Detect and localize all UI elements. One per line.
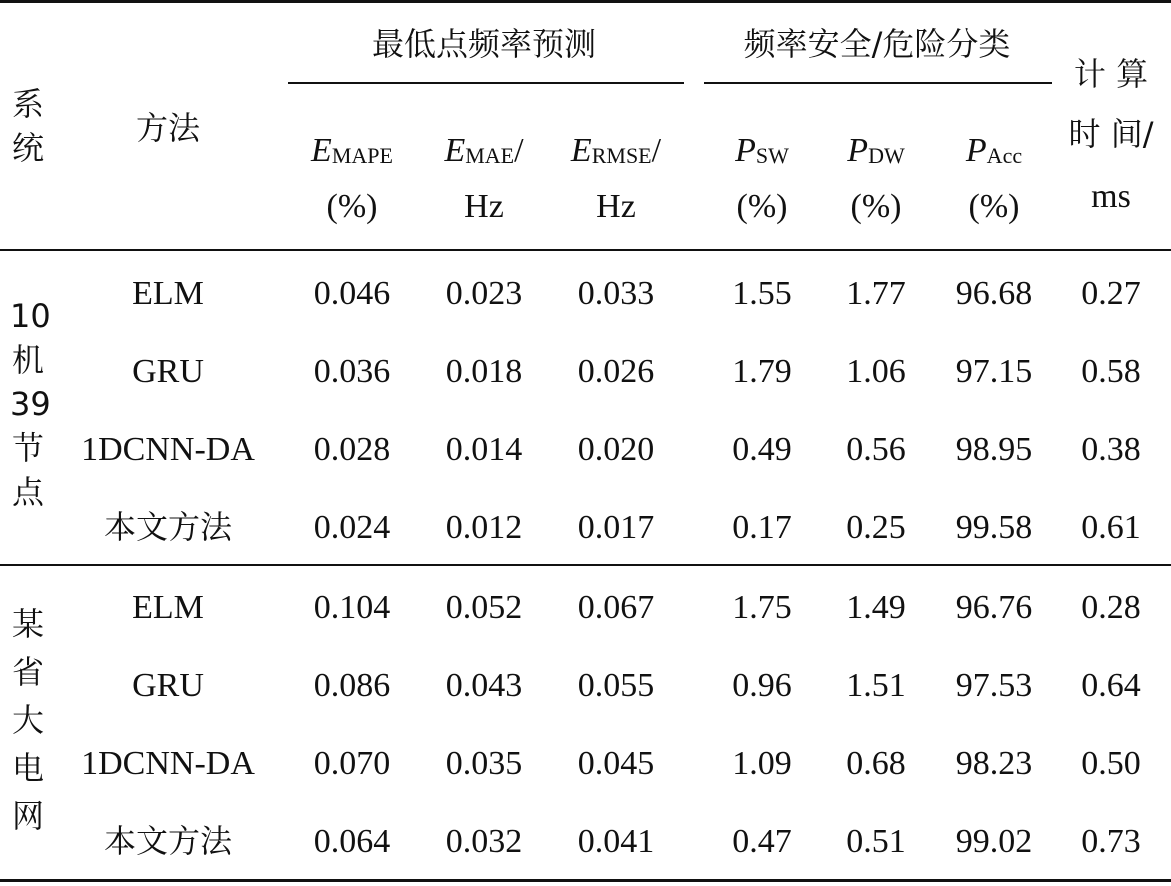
table-cell: 0.58 [1081,353,1141,390]
table-cell: 0.026 [577,353,655,390]
table-cell: 0.035 [445,745,523,782]
table-cell: 0.27 [1081,275,1141,312]
col-unit-sw: (%) [736,188,788,225]
system-label-0: 10 机 39 节 点 [10,297,51,511]
cls-group-header: 频率安全/危险分类 [743,25,1011,63]
col-unit-mae: Hz [464,188,504,225]
table-cell: 0.036 [313,353,391,390]
table-cell: 0.61 [1081,509,1141,546]
table-cell: 0.47 [732,823,792,860]
bottom-rule [0,879,1171,882]
table-cell: 0.032 [445,823,523,860]
table-cell: 0.070 [313,745,391,782]
method-cell: GRU [132,353,204,390]
table-cell: 1.55 [732,275,792,312]
table-cell: 99.02 [955,823,1033,860]
table-cell: 0.104 [313,589,391,626]
cls-group-rule [704,82,1052,84]
col-header-mae: $E_{MAE}/$ [444,132,524,169]
table-cell: 0.49 [732,431,792,468]
table-cell: 0.033 [577,275,655,312]
time-header-line1: 计 算 [1073,55,1149,93]
table-cell: 0.96 [732,667,792,704]
table-cell: 0.086 [313,667,391,704]
table-cell: 0.68 [846,745,906,782]
col-unit-acc: (%) [968,188,1020,225]
freq-group-header: 最低点频率预测 [371,25,597,63]
table-cell: 0.055 [577,667,655,704]
top-rule [0,0,1171,3]
col-unit-rmse: Hz [596,188,636,225]
col-unit-dw: (%) [850,188,902,225]
table-cell: 0.043 [445,667,523,704]
col-header-mape: $E_{MAPE}$ [311,132,393,169]
table-cell: 0.56 [846,431,906,468]
table-cell: 1.79 [732,353,792,390]
table-cell: 0.045 [577,745,655,782]
table-cell: 0.017 [577,509,655,546]
table-cell: 0.28 [1081,589,1141,626]
table-cell: 0.052 [445,589,523,626]
table-cell: 1.75 [732,589,792,626]
table-cell: 0.046 [313,275,391,312]
method-cell: ELM [132,589,204,626]
table-cell: 1.09 [732,745,792,782]
table-cell: 1.49 [846,589,906,626]
table-cell: 1.77 [846,275,906,312]
table-cell: 0.38 [1081,431,1141,468]
table-cell: 96.68 [955,275,1033,312]
table-cell: 96.76 [955,589,1033,626]
table-cell: 0.024 [313,509,391,546]
table-cell: 0.067 [577,589,655,626]
header-bottom-rule [0,249,1171,251]
method-cell: 1DCNN-DA [81,431,255,468]
col-header-sw: $P_{SW}$ [735,132,789,169]
table-cell: 99.58 [955,509,1033,546]
table-cell: 1.06 [846,353,906,390]
table-cell: 0.014 [445,431,523,468]
system-header: 系 统 [11,85,44,167]
col-header-rmse: $E_{RMSE}/$ [570,132,662,169]
table-cell: 98.23 [955,745,1033,782]
table-cell: 0.023 [445,275,523,312]
table-cell: 0.064 [313,823,391,860]
method-cell: ELM [132,275,204,312]
table-cell: 0.64 [1081,667,1141,704]
table-cell: 0.028 [313,431,391,468]
method-cell: 1DCNN-DA [81,745,255,782]
system-label-1: 某 省 大 电 网 [11,605,44,835]
method-cell: 本文方法 [103,508,233,546]
col-header-acc: $P_{Acc}$ [965,132,1023,169]
time-header-unit: ms [1091,178,1131,215]
table-cell: 0.51 [846,823,906,860]
table-cell: 0.041 [577,823,655,860]
table-cell: 0.50 [1081,745,1141,782]
method-cell: 本文方法 [103,822,233,860]
table-cell: 0.020 [577,431,655,468]
table-cell: 97.53 [955,667,1033,704]
table-cell: 1.51 [846,667,906,704]
table-cell: 0.73 [1081,823,1141,860]
table-cell: 98.95 [955,431,1033,468]
table-cell: 0.25 [846,509,906,546]
table-cell: 97.15 [955,353,1033,390]
col-unit-mape: (%) [326,188,378,225]
col-header-dw: $P_{DW}$ [847,132,905,169]
table-cell: 0.17 [732,509,792,546]
table-cell: 0.018 [445,353,523,390]
table-cell: 0.012 [445,509,523,546]
group-divider-rule [0,564,1171,566]
method-cell: GRU [132,667,204,704]
method-header: 方法 [135,109,201,147]
freq-group-rule [288,82,684,84]
time-header-line2: 时 间/ [1068,115,1154,153]
